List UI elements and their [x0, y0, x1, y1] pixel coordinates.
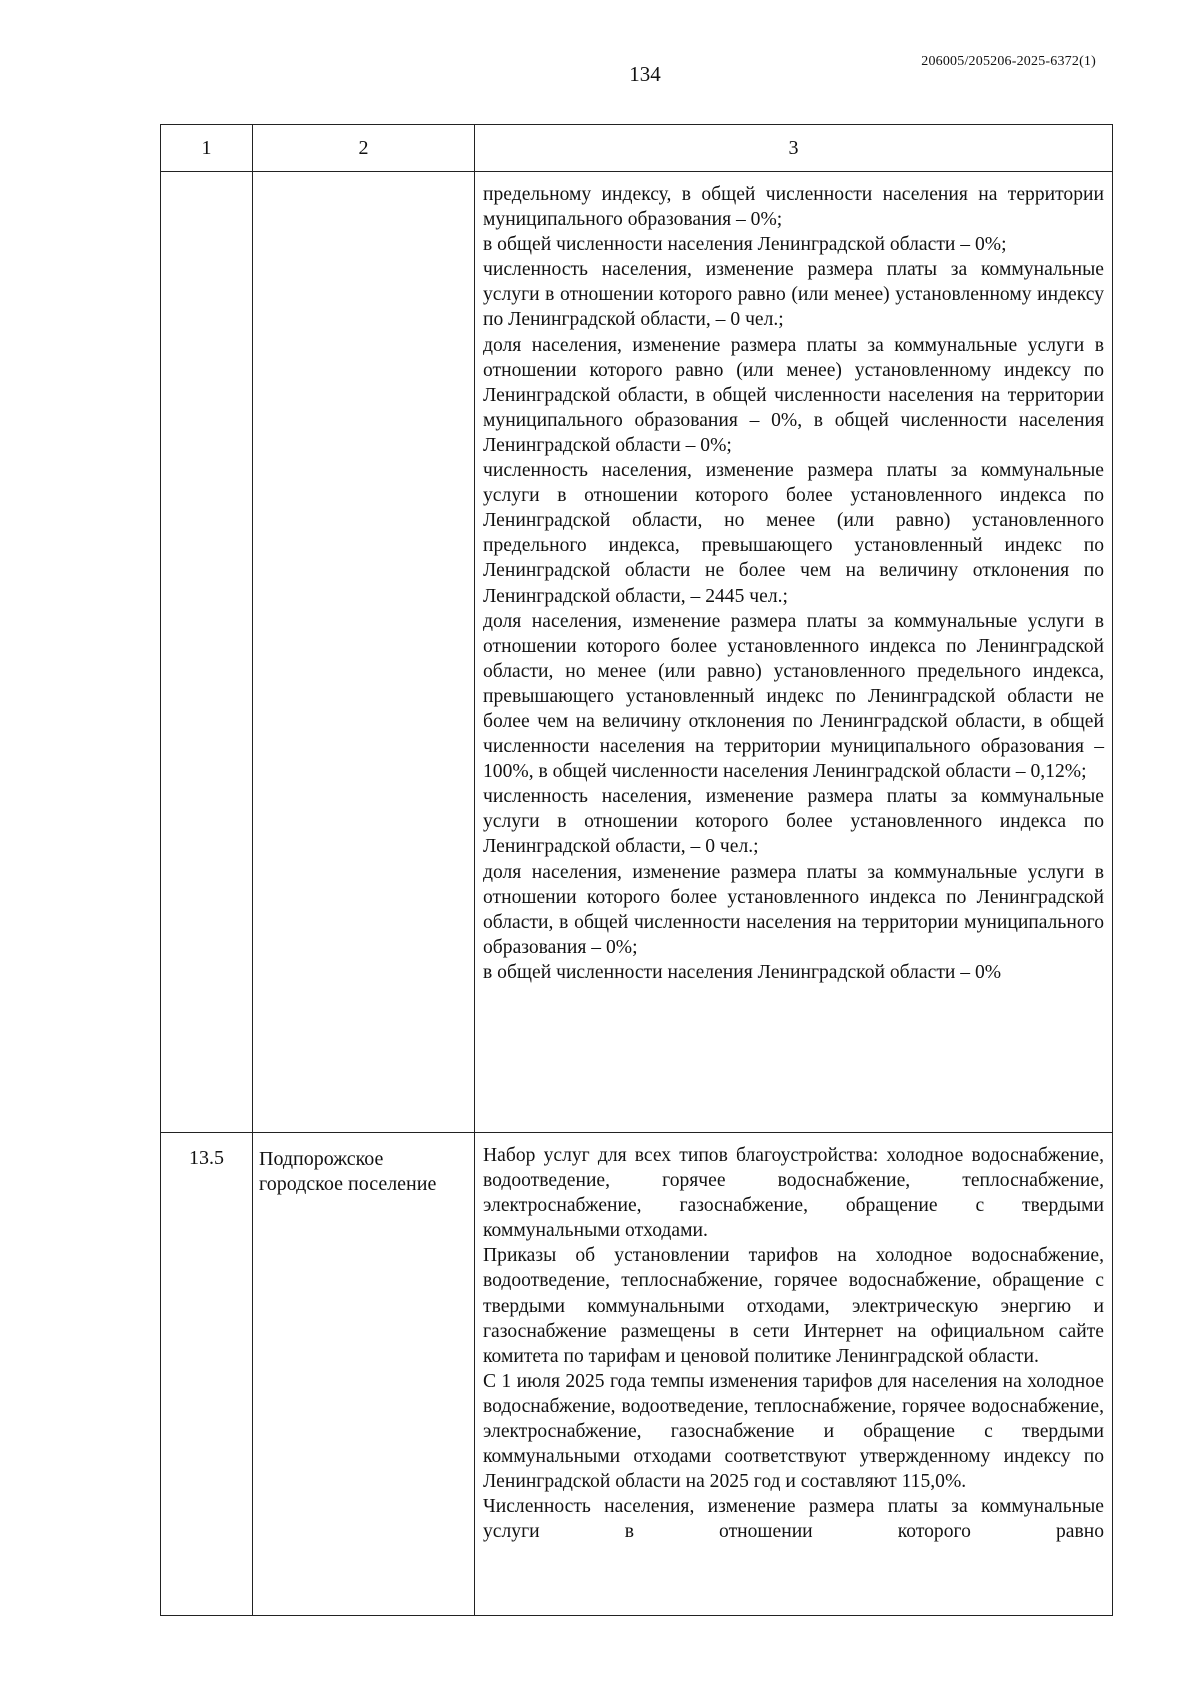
paragraph: численность населения, изменение размера платы за коммунальные услуги в отношении которого более установленного индекса по Ленинградской области, но менее (или равно) установленного предельного индекса, превышающего установленный индекс по Ленинградской области не более чем на величину отклонения по Ленинградской области, – 2445 чел.; — [483, 460, 1104, 607]
paragraph: в общей численности населения Ленинградской области – 0% — [483, 961, 1002, 983]
row-number-cell: 13.5 — [161, 1133, 253, 1616]
column-header-2: 2 — [253, 125, 475, 172]
paragraph: Численность населения, изменение размера платы за коммунальные услуги в отношении которого равно — [483, 1496, 1104, 1543]
column-header-1: 1 — [161, 125, 253, 172]
paragraph: С 1 июля 2025 года темпы изменения тарифов для населения на холодное водоснабжение, водоотведение, теплоснабжение, горячее водоснабжение, электроснабжение, газоснабжение и обращение с твердыми коммунальными отходами соответствуют утвержденному индексу по Ленинградской области на 2025 год и составляют 115,0%. — [483, 1370, 1104, 1493]
paragraph: Набор услуг для всех типов благоустройства: холодное водоснабжение, водоотведение, горячее водоснабжение, теплоснабжение, электроснабжение, газоснабжение, обращение с твердыми коммунальными отходами. — [483, 1145, 1104, 1242]
paragraph: доля населения, изменение размера платы за коммунальные услуги в отношении которого более установленного индекса по Ленинградской области, но менее (или равно) установленного предельного индекса, превышающего установленный индекс по Ленинградской области не более чем на величину отклонения по Ленинградской области, в общей численности населения на территории муниципального образования – 100%, в общей численности населения Ленинградской области – 0,12%; — [483, 610, 1104, 783]
row-number-cell — [161, 172, 253, 1133]
page-number: 134 — [629, 62, 661, 86]
paragraph: в общей численности населения Ленинградской области – 0%; — [483, 234, 1007, 256]
row-name-cell — [253, 172, 475, 1133]
paragraph: доля населения, изменение размера платы за коммунальные услуги в отношении которого более установленного индекса по Ленинградской области, в общей численности населения на территории муниципального образования – 0%; — [483, 861, 1104, 958]
row-description-cell — [475, 172, 1113, 1133]
paragraph: предельному индексу, в общей численности населения на территории муниципального образования – 0%; — [483, 184, 1104, 231]
paragraph: доля населения, изменение размера платы за коммунальные услуги в отношении которого равно (или менее) установленному индексу по Ленинградской области, в общей численности населения на территории муниципального образования – 0%, в общей численности населения Ленинградской области – 0%; — [483, 334, 1104, 456]
table-header-row — [161, 125, 1113, 172]
table-row — [161, 1133, 1113, 1616]
paragraph: численность населения, изменение размера платы за коммунальные услуги в отношении которого равно (или менее) установленному индексу по Ленинградской области, – 0 чел.; — [483, 259, 1104, 331]
row-name-cell: Подпорожское городское поселение — [253, 1133, 475, 1616]
paragraph: Приказы об установлении тарифов на холодное водоснабжение, водоотведение, теплоснабжение, горячее водоснабжение, обращение с твердыми коммунальными отходами, электрическую энергию и газоснабжение размещены в сети Интернет на официальном сайте комитета по тарифам и ценовой политике Ленинградской области. — [483, 1245, 1104, 1367]
row-description-cell — [475, 1133, 1113, 1616]
document-id: 206005/205206-2025-6372(1) — [921, 54, 1096, 69]
paragraph: численность населения, изменение размера платы за коммунальные услуги в отношении которого более установленного индекса по Ленинградской области, – 0 чел.; — [483, 786, 1104, 858]
data-table — [160, 124, 1113, 1616]
table-row — [161, 172, 1113, 1133]
column-header-3: 3 — [475, 125, 1113, 172]
